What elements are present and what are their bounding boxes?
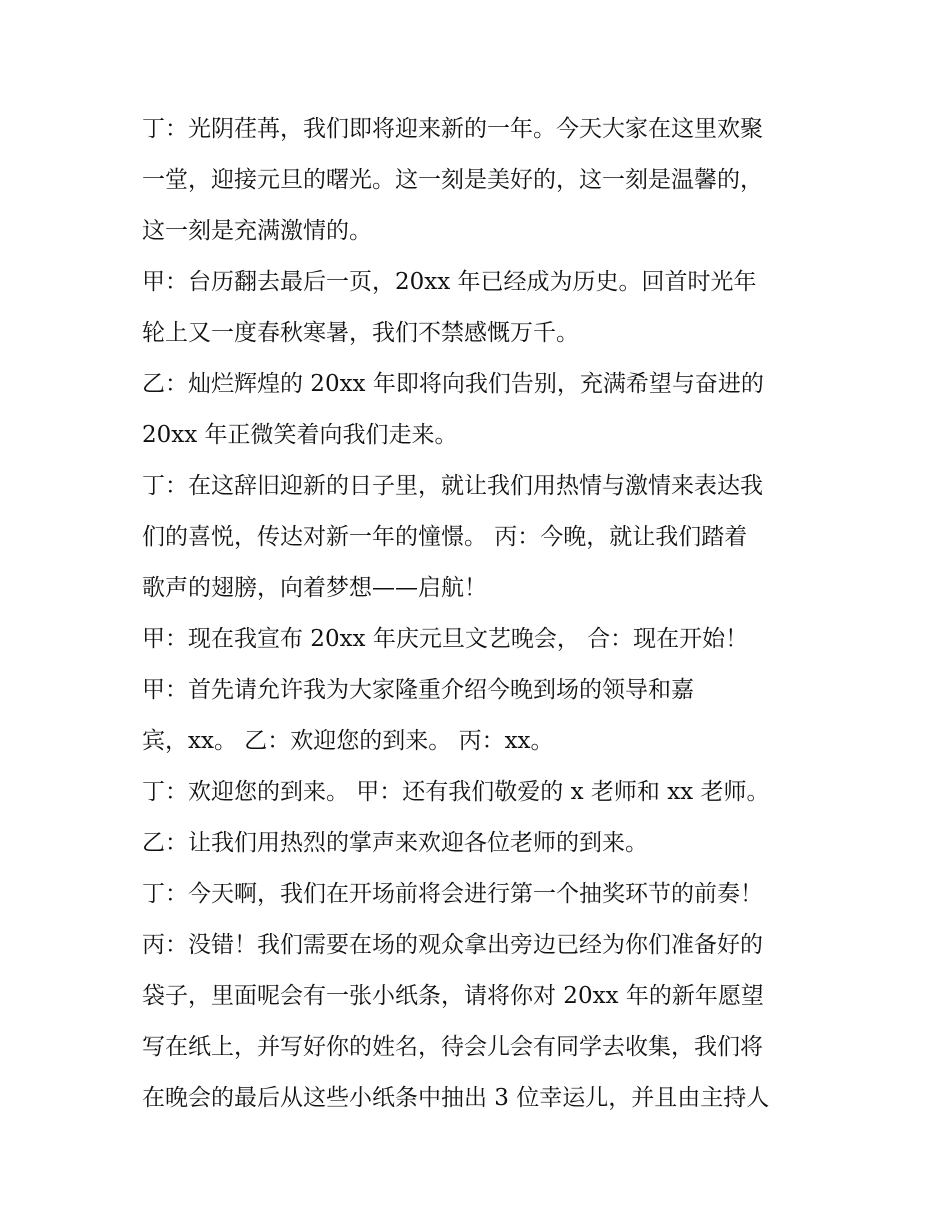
script-text-body xyxy=(142,104,822,1124)
text-line: 丁：今天啊，我们在开场前将会进行第一个抽奖环节的前奏！ xyxy=(142,881,763,907)
text-line: 甲：现在我宣布 20xx 年庆元旦文艺晚会， 合：现在开始！ xyxy=(142,626,749,652)
text-line: 甲：首先请允许我为大家隆重介绍今晚到场的领导和嘉 xyxy=(142,677,694,703)
text-line: 在晚会的最后从这些小纸条中抽出 3 位幸运儿，并且由主持人 xyxy=(142,1085,770,1111)
text-line: 宾，xx。 乙：欢迎您的到来。 丙：xx。 xyxy=(142,728,554,754)
text-line: 歌声的翅膀，向着梦想——启航！ xyxy=(142,575,487,601)
text-line: 们的喜悦，传达对新一年的憧憬。 丙：今晚，就让我们踏着 xyxy=(142,524,748,550)
text-line: 轮上又一度春秋寒暑，我们不禁感慨万千。 xyxy=(142,320,579,346)
text-line: 丁：光阴荏苒，我们即将迎来新的一年。今天大家在这里欢聚 xyxy=(142,116,763,142)
text-line: 乙：灿烂辉煌的 20xx 年即将向我们告别，充满希望与奋进的 xyxy=(142,371,764,397)
text-line: 丁：在这辞旧迎新的日子里，就让我们用热情与激情来表达我 xyxy=(142,473,763,499)
text-line: 袋子，里面呢会有一张小纸条，请将你对 20xx 年的新年愿望 xyxy=(142,983,764,1009)
text-line: 写在纸上，并写好你的姓名，待会儿会有同学去收集，我们将 xyxy=(142,1034,763,1060)
text-line: 这一刻是充满激情的。 xyxy=(142,218,372,244)
text-line: 乙：让我们用热烈的掌声来欢迎各位老师的到来。 xyxy=(142,830,648,856)
text-line: 丙：没错！我们需要在场的观众拿出旁边已经为你们准备好的 xyxy=(142,932,763,958)
text-line: 20xx 年正微笑着向我们走来。 xyxy=(142,422,458,448)
text-line: 甲：台历翻去最后一页，20xx 年已经成为历史。回首时光年 xyxy=(142,269,757,295)
text-line: 丁：欢迎您的到来。 甲：还有我们敬爱的 x 老师和 xx 老师。 xyxy=(142,779,770,805)
text-line: 一堂，迎接元旦的曙光。这一刻是美好的，这一刻是温馨的， xyxy=(142,167,763,193)
